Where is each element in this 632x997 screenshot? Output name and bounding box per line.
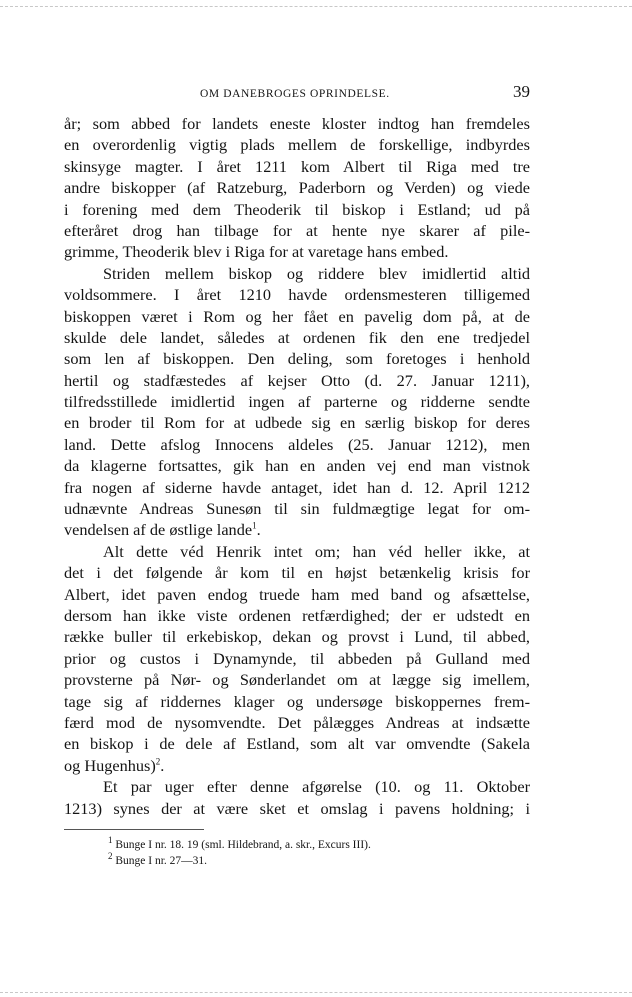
text-line: grimme, Theoderik blev i Riga for at varetage hans embed.: [64, 242, 449, 262]
footnote: $^2$ Bunge I nr. 27—31.: [108, 851, 208, 867]
text-line: tilfredsstillede imidlertid ingen af parterne og ridderne sendte: [64, 392, 530, 412]
text-line: det i det følgende år kom til en højst betænkelig krisis for: [64, 563, 530, 583]
text-line: udnævnte Andreas Sunesøn til sin fuldmægtige legat for om-: [64, 499, 530, 519]
text-line: fra nogen af siderne havde antaget, idet han d. 12. April 1212: [64, 477, 530, 497]
text-line: land. Dette afslog Innocens aldeles (25. Januar 1212), men: [64, 434, 530, 454]
text-line: andre biskopper (af Ratzeburg, Paderborn og Verden) og viede: [64, 178, 530, 198]
footnote-ref: 2: [155, 756, 161, 767]
text-line: som len af biskoppen. Den deling, som foretoges i henhold: [64, 349, 530, 369]
text-line: skinsyge magter. I året 1211 kom Albert til Riga med tre: [64, 156, 530, 176]
text-line: da klagerne fortsattes, gik han en anden vej end man vistnok: [64, 456, 530, 476]
text-line: 1213) synes der at være sket et omslag i pavens holdning; i: [64, 798, 530, 818]
text-line: hertil og stadfæstedes af kejser Otto (d. 27. Januar 1211),: [64, 370, 530, 390]
text-line: Striden mellem biskop og riddere blev imidlertid altid: [103, 263, 530, 283]
text-line: prior og custos i Dynamynde, til abbeden på Gulland med: [64, 648, 530, 668]
footnote-ref: 1: [252, 521, 257, 531]
text-line: en overordenlig vigtig plads mellem de forskellige, indbyrdes: [64, 135, 530, 155]
text-line: række buller til erkebiskop, dekan og provst i Lund, til abbed,: [64, 627, 530, 647]
text-line: og Hugenhus)$^2$.: [64, 755, 165, 775]
text-line: vendelsen af de østlige lande$^1$.: [64, 520, 261, 540]
footnote-divider: [64, 829, 204, 830]
running-title: OM DANEBROGES OPRINDELSE.: [200, 88, 390, 100]
text-line: provsterne på Nør- og Sønderlandet om at lægge sig imellem,: [64, 670, 530, 690]
text-line: efteråret drog han tilbage for at hente nye skarer af pile-: [64, 220, 530, 240]
text-line: færd mod de nysomvendte. Det pålægges Andreas at indsætte: [64, 712, 530, 732]
text-line: skulde dele landet, således at ordenen fik den ene tredjedel: [64, 327, 530, 347]
text-line: i forening med dem Theoderik til biskop i Estland; ud på: [64, 199, 530, 219]
page-body: [64, 113, 530, 869]
text-line: Et par uger efter denne afgørelse (10. og 11. Oktober: [103, 777, 530, 797]
body-text: [64, 113, 530, 819]
text-line: voldsommere. I året 1210 havde ordensmesteren tilligemed: [64, 285, 530, 305]
footnotes: [64, 837, 530, 869]
text-line: Albert, idet paven endog truede ham med band og afsættelse,: [64, 584, 530, 604]
text-line: tage sig af riddernes klager og undersøge biskoppernes frem-: [64, 691, 530, 711]
text-line: biskoppen været i Rom og her fået en pavelig dom på, at de: [64, 306, 530, 326]
footnote-mark: 1: [108, 835, 113, 846]
text-line: år; som abbed for landets eneste kloster indtog han fremdeles: [64, 114, 530, 133]
scan-edge-top: [0, 6, 632, 7]
page-header: [60, 84, 530, 106]
footnote-mark: 2: [108, 851, 113, 862]
text-line: en broder til Rom for at udbede sig en særlig biskop for deres: [64, 413, 530, 433]
page-number: 39: [513, 82, 530, 101]
scan-edge-bottom: [0, 992, 632, 993]
footnote: $^1$ Bunge I nr. 18. 19 (sml. Hildebrand, a. skr., Excurs III).: [108, 835, 371, 851]
text-line: dersom han ikke viste ordenen retfærdighed; der er udstedt en: [64, 605, 530, 625]
text-line: Alt dette véd Henrik intet om; han véd heller ikke, at: [103, 541, 530, 561]
text-line: en biskop i de dele af Estland, som alt var omvendte (Sakela: [64, 734, 530, 754]
